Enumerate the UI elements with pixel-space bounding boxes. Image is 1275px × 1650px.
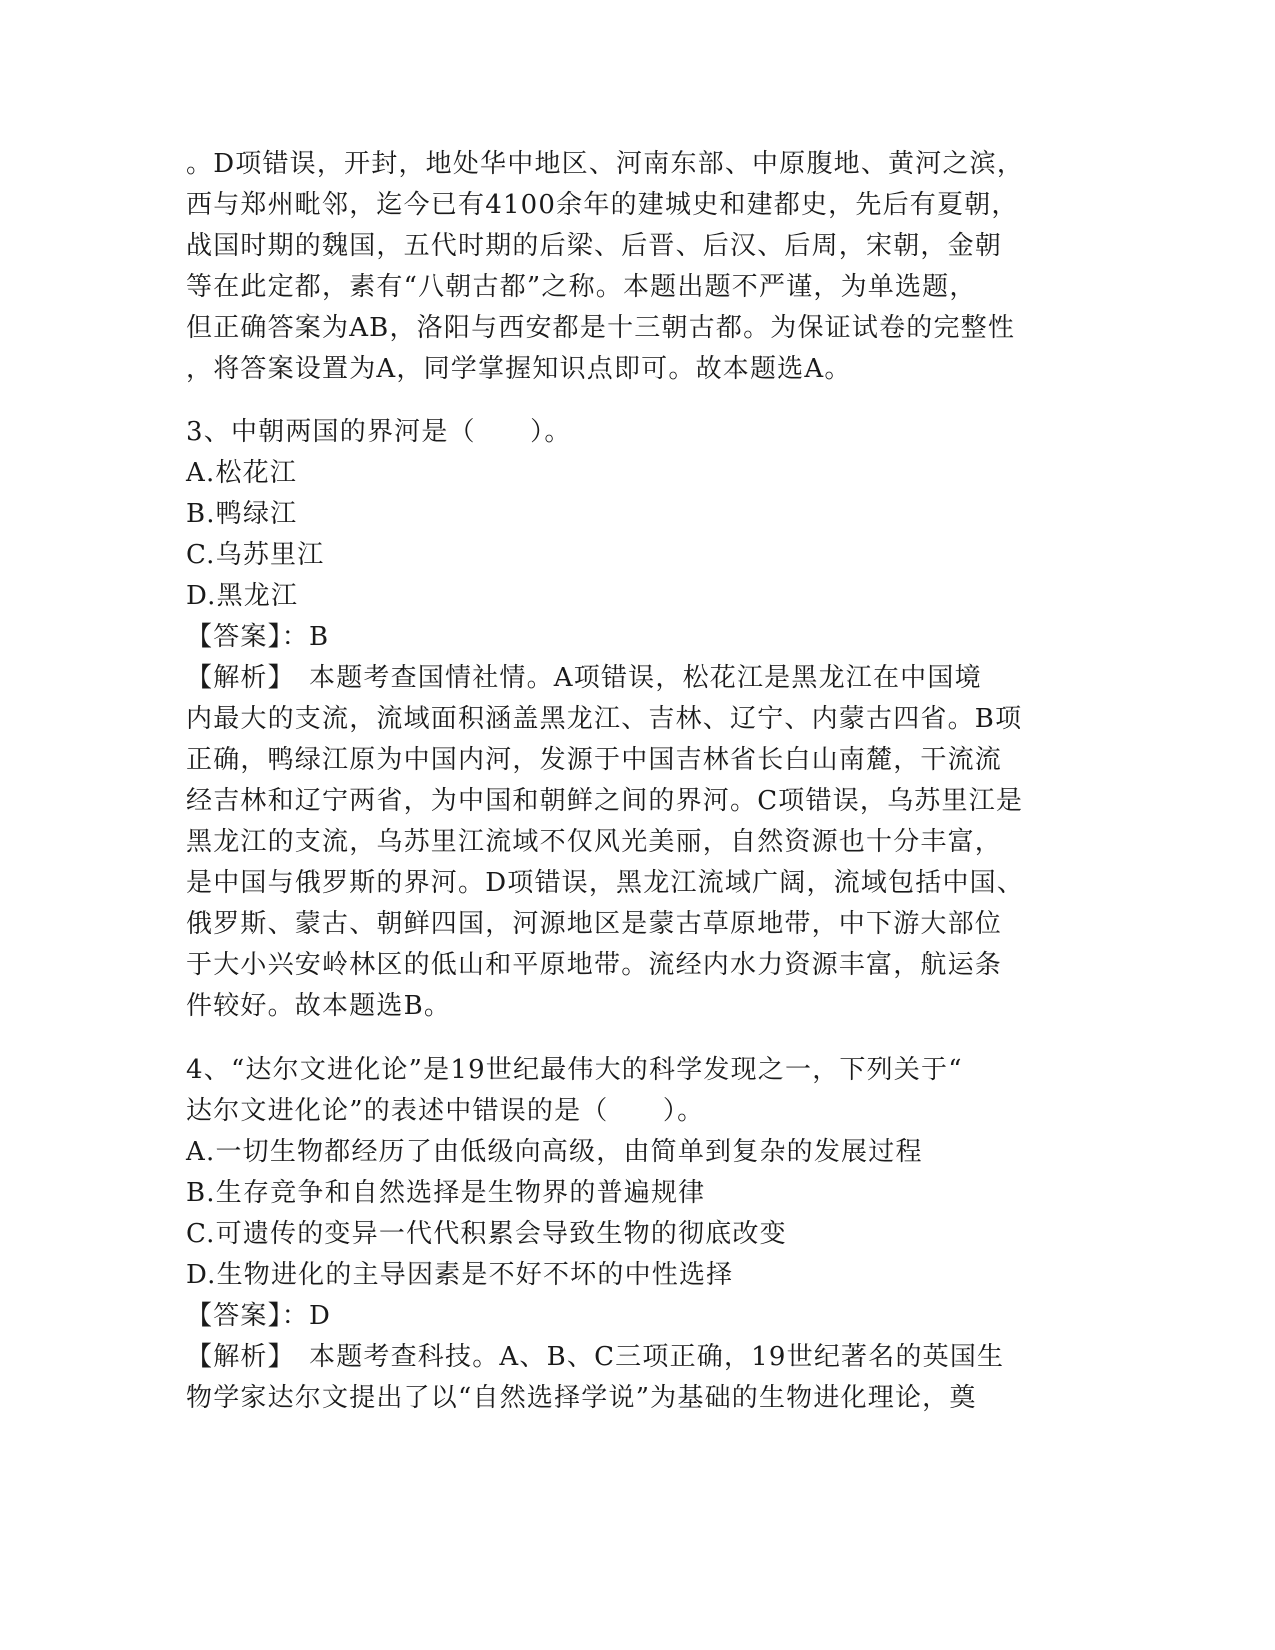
question-4-stem: 达尔文进化论”的表述中错误的是（ ）。 [186, 1096, 705, 1126]
question-3-analysis-line: 内最大的支流，流域面积涵盖黑龙江、吉林、辽宁、内蒙古四省。B项 [186, 704, 1023, 734]
question-4-option-c: C.可遗传的变异一代代积累会导致生物的彻底改变 [186, 1219, 787, 1249]
question-3-analysis-line: 于大小兴安岭林区的低山和平原地带。流经内水力资源丰富，航运条 [186, 950, 1003, 980]
question-3-option-b: B.鸭绿江 [186, 499, 298, 529]
analysis-line: ，将答案设置为A，同学掌握知识点即可。故本题选A。 [186, 354, 852, 384]
question-3-analysis-line: 件较好。故本题选B。 [186, 991, 452, 1021]
question-4-analysis-line: 【解析】 本题考查科技。A、B、C三项正确，19世纪著名的英国生 [186, 1342, 1005, 1372]
question-3-stem: 3、中朝两国的界河是（ ）。 [186, 417, 572, 447]
question-3-analysis-line: 俄罗斯、蒙古、朝鲜四国，河源地区是蒙古草原地带，中下游大部位 [186, 909, 1003, 939]
question-3-analysis-line: 黑龙江的支流，乌苏里江流域不仅风光美丽，自然资源也十分丰富， [186, 827, 1003, 857]
question-3-option-c: C.乌苏里江 [186, 540, 325, 570]
question-3-analysis-line: 【解析】 本题考查国情社情。A项错误，松花江是黑龙江在中国境 [186, 663, 982, 693]
question-4-analysis-line: 物学家达尔文提出了以“自然选择学说”为基础的生物进化理论，奠 [186, 1383, 977, 1413]
question-4-option-d: D.生物进化的主导因素是不好不坏的中性选择 [186, 1260, 734, 1290]
analysis-line: 等在此定都，素有“八朝古都”之称。本题出题不严谨，为单选题， [186, 272, 977, 302]
question-3-analysis-line: 正确，鸭绿江原为中国内河，发源于中国吉林省长白山南麓，干流流 [186, 745, 1003, 775]
analysis-line: 但正确答案为AB，洛阳与西安都是十三朝古都。为保证试卷的完整性 [186, 313, 1016, 343]
analysis-line: 西与郑州毗邻，迄今已有4100余年的建城史和建都史，先后有夏朝， [186, 190, 1019, 220]
question-3-option-d: D.黑龙江 [186, 581, 299, 611]
question-3-answer: 【答案】：B [186, 622, 330, 652]
analysis-line: 。D项错误，开封，地处华中地区、河南东部、中原腹地、黄河之滨， [186, 149, 1025, 179]
question-3-analysis-line: 是中国与俄罗斯的界河。D项错误，黑龙江流域广阔，流域包括中国、 [186, 868, 1025, 898]
question-4-option-b: B.生存竞争和自然选择是生物界的普遍规律 [186, 1178, 706, 1208]
question-4-answer: 【答案】：D [186, 1301, 332, 1331]
question-4-option-a: A.一切生物都经历了由低级向高级，由简单到复杂的发展过程 [186, 1137, 923, 1167]
question-4-stem: 4、“达尔文进化论”是19世纪最伟大的科学发现之一，下列关于“ [186, 1055, 963, 1085]
question-3-analysis-line: 经吉林和辽宁两省，为中国和朝鲜之间的界河。C项错误，乌苏里江是 [186, 786, 1024, 816]
analysis-line: 战国时期的魏国，五代时期的后梁、后晋、后汉、后周，宋朝，金朝 [186, 231, 1003, 261]
question-3-option-a: A.松花江 [186, 458, 298, 488]
